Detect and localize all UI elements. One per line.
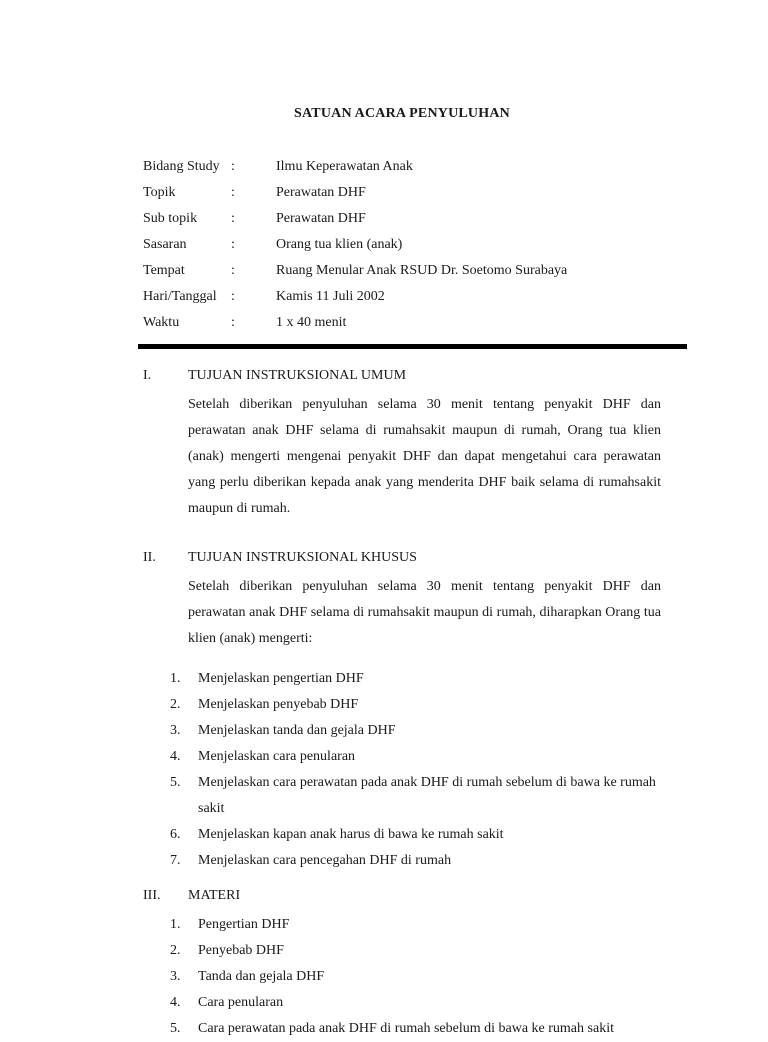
list-item-number: 4. [170,749,181,764]
list-item-number: 1. [170,917,181,932]
list-item-text: Menjelaskan penyebab DHF [198,697,359,712]
list-item-text: Menjelaskan tanda dan gejala DHF [198,723,396,738]
section-number: III. [143,888,161,903]
list-item-text: Menjelaskan cara pencegahan DHF di rumah [198,853,452,868]
info-colon: : [231,185,235,200]
info-colon: : [231,263,235,278]
section-heading [143,548,663,574]
list-item-number: 2. [170,943,181,958]
list-item-text: Menjelaskan kapan anak harus di bawa ke rumah sakit [198,827,504,842]
info-colon: : [231,289,235,304]
info-value: Kamis 11 Juli 2002 [276,289,385,304]
list-item-text: Tanda dan gejala DHF [198,969,325,984]
list-item [143,1016,661,1042]
materials-list [143,912,663,1042]
list-item-number: 4. [170,995,181,1010]
list-item [143,718,661,744]
objective-list [143,666,663,874]
info-label: Topik [143,185,176,200]
info-value: 1 x 40 menit [276,315,347,330]
info-value: Perawatan DHF [276,185,366,200]
list-item-text: Pengertian DHF [198,917,290,932]
section-paragraph: Setelah diberikan penyuluhan selama 30 menit tentang penyakit DHF dan perawatan anak DHF selama di rumahsakit maupun di rumah, Orang tua klien (anak) mengerti mengenai penyakit DHF dan dapat mengetahui cara perawatan yang perlu diberikan kepada anak yang menderita DHF baik selama di rumahsakit maupun di rumah. [188,397,661,516]
section-materials [143,886,663,1042]
info-value: Ilmu Keperawatan Anak [276,159,413,174]
section-paragraph: Setelah diberikan penyuluhan selama 30 menit tentang penyakit DHF dan perawatan anak DHF selama di rumahsakit maupun di rumah, diharapkan Orang tua klien (anak) mengerti: [188,579,661,646]
list-item-text: Menjelaskan cara penularan [198,749,356,764]
section-heading [143,366,663,392]
list-item-number: 1. [170,671,181,686]
section-heading [143,886,663,912]
list-item [143,744,661,770]
info-label: Hari/Tanggal [143,289,217,304]
info-value: Ruang Menular Anak RSUD Dr. Soetomo Surabaya [276,263,568,278]
list-item-number: 6. [170,827,181,842]
list-item [143,822,661,848]
list-item [143,964,661,990]
info-label: Tempat [143,263,185,278]
list-item [143,770,661,822]
document-title: SATUAN ACARA PENYULUHAN [294,106,510,121]
list-item-number: 5. [170,1021,181,1036]
list-item-number: 5. [170,775,181,790]
info-label: Sub topik [143,211,198,226]
info-value: Orang tua klien (anak) [276,237,403,252]
section-number: I. [143,368,152,383]
list-item [143,938,661,964]
list-item-text: Menjelaskan cara perawatan pada anak DHF di rumah sebelum di bawa ke rumah sakit [198,775,656,816]
list-item [143,912,661,938]
info-label: Bidang Study [143,159,220,174]
section-title: MATERI [188,888,241,903]
list-item [143,692,661,718]
info-colon: : [231,315,235,330]
list-item-text: Menjelaskan pengertian DHF [198,671,364,686]
info-colon: : [231,159,235,174]
list-item-number: 7. [170,853,181,868]
list-item-text: Penyebab DHF [198,943,284,958]
section-title: TUJUAN INSTRUKSIONAL KHUSUS [188,550,417,565]
list-item [143,666,661,692]
info-value: Perawatan DHF [276,211,366,226]
header-divider [138,344,687,349]
info-label: Waktu [143,315,180,330]
section-general-objective [143,366,663,536]
list-item-number: 3. [170,723,181,738]
info-label: Sasaran [143,237,187,252]
list-item-text: Cara perawatan pada anak DHF di rumah sebelum di bawa ke rumah sakit [198,1021,614,1036]
section-title: TUJUAN INSTRUKSIONAL UMUM [188,368,407,383]
list-item-number: 3. [170,969,181,984]
list-item-text: Cara penularan [198,995,284,1010]
list-item [143,848,661,874]
list-item-number: 2. [170,697,181,712]
list-item [143,990,661,1016]
info-colon: : [231,237,235,252]
info-colon: : [231,211,235,226]
section-specific-objective [143,548,663,874]
section-number: II. [143,550,156,565]
